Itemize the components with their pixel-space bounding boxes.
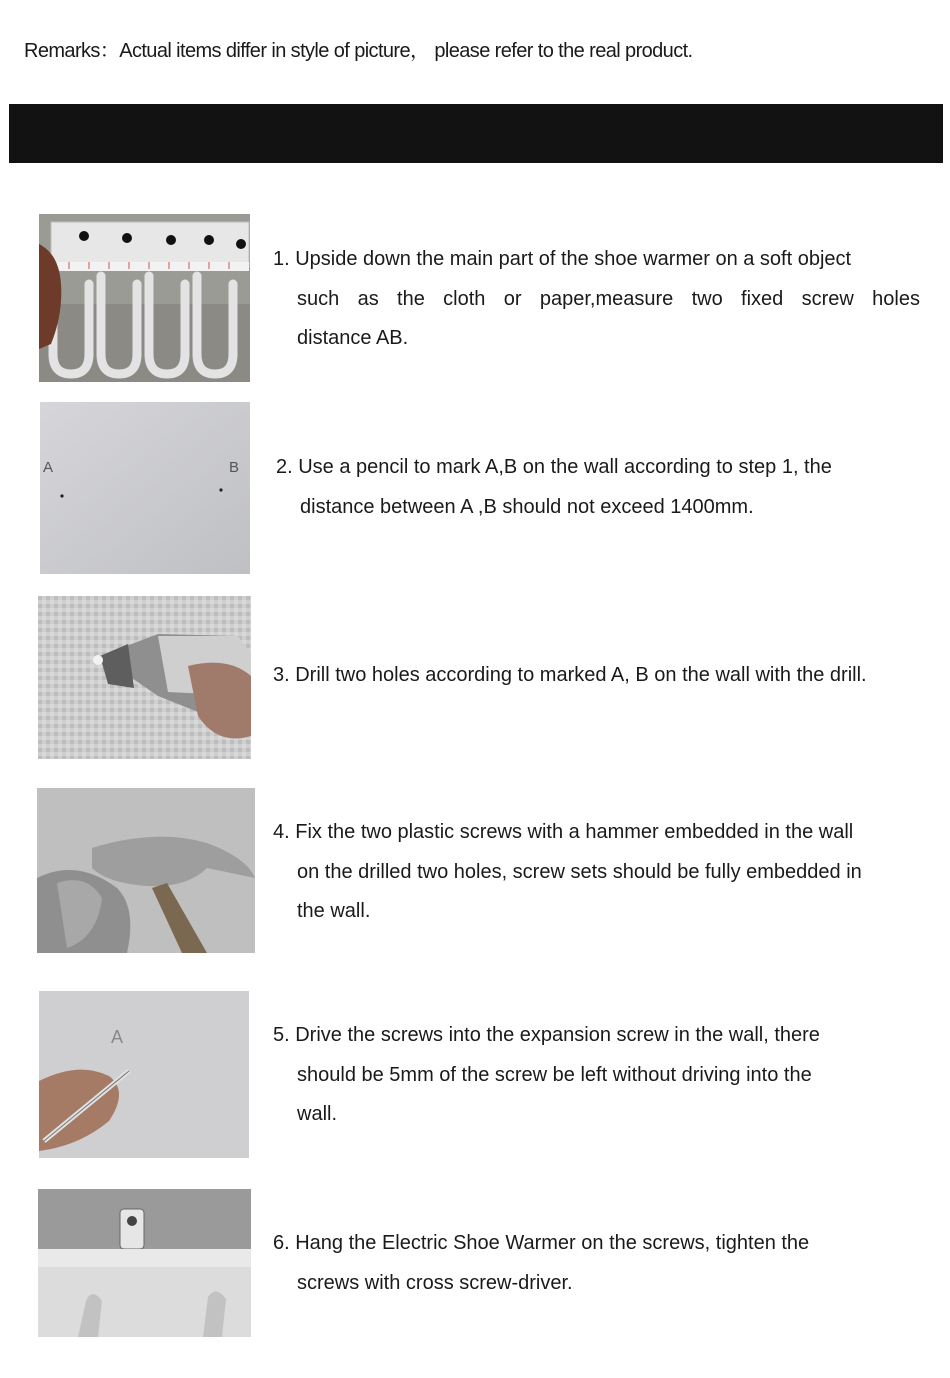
header-banner <box>9 104 943 163</box>
step-4-text <box>273 813 933 932</box>
hammer-illustration <box>37 788 255 953</box>
mark-a-dot <box>60 494 63 497</box>
step-line: 6. Hang the Electric Shoe Warmer on the screws, tighten the <box>273 1232 810 1254</box>
step-line: wall. <box>297 1103 338 1125</box>
step-line: 3. Drill two holes according to marked A, B on the wall with the drill. <box>273 664 867 686</box>
step-6-text <box>273 1224 933 1303</box>
step-line: 1. Upside down the main part of the shoe warmer on a soft object <box>273 248 852 270</box>
mark-a-label: A <box>43 459 54 476</box>
wall-marks-illustration <box>40 402 250 574</box>
step-2-text <box>276 448 916 527</box>
step-6-photo <box>38 1189 251 1337</box>
step-line: on the drilled two holes, screw sets should be fully embedded in <box>297 860 862 883</box>
step-1-photo <box>39 214 250 382</box>
mark-b-label: B <box>229 459 240 476</box>
step-line: distance AB. <box>297 327 409 349</box>
step-line: 5. Drive the screws into the expansion screw in the wall, there <box>273 1024 820 1046</box>
step-5-text <box>273 1016 920 1135</box>
step-line: should be 5mm of the screw be left without driving into the <box>297 1063 812 1086</box>
step-2-photo <box>40 402 250 574</box>
step-line: distance between A ,B should not exceed 1400mm. <box>300 495 754 518</box>
mark-b-dot <box>219 488 222 491</box>
remarks-note: Remarks：Actual items differ in style of picture， please refer to the real product. <box>24 40 693 62</box>
shoe-warmer-rack-illustration <box>39 214 250 382</box>
step-1-text <box>273 240 920 359</box>
drill-illustration <box>38 596 251 759</box>
step-line: screws with cross screw-driver. <box>297 1271 573 1294</box>
step-5-photo <box>39 991 249 1158</box>
step-line: the wall. <box>297 900 371 922</box>
mark-a-label: A <box>111 1027 124 1047</box>
screw-driving-illustration <box>39 991 249 1158</box>
mounted-warmer-illustration <box>38 1189 251 1337</box>
step-line: 4. Fix the two plastic screws with a hammer embedded in the wall <box>273 821 854 843</box>
step-4-photo <box>37 788 255 953</box>
step-line: 2. Use a pencil to mark A,B on the wall according to step 1, the <box>276 456 832 478</box>
step-3-photo <box>38 596 251 759</box>
step-3-text <box>273 656 933 696</box>
step-line: such as the cloth or paper,measure two fixed screw holes <box>297 287 920 310</box>
